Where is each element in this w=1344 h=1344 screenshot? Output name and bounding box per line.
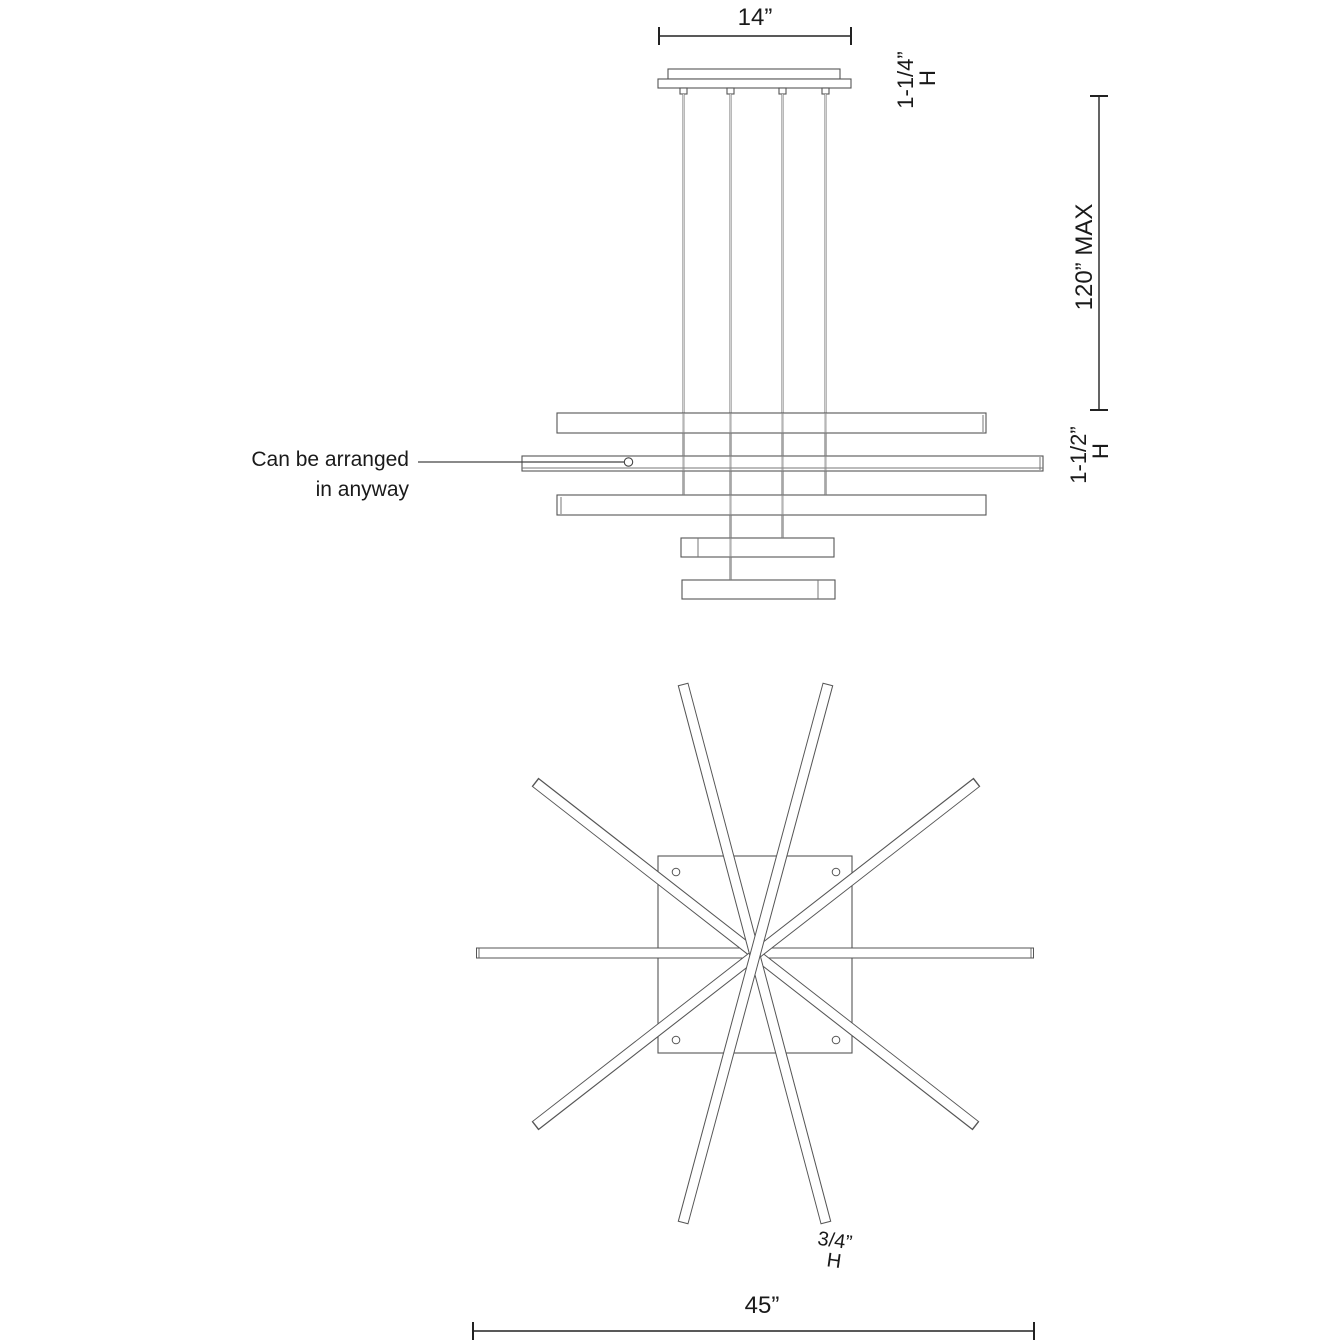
bar-depth-dimension xyxy=(813,1228,853,1274)
top-view xyxy=(473,684,1034,1340)
light-bars-side xyxy=(522,413,1043,599)
callout-text-line2: in anyway xyxy=(315,478,409,501)
bar-height-sub: H xyxy=(1088,443,1113,459)
overall-width-dimension xyxy=(473,1292,1034,1340)
bar-height-dimension xyxy=(1066,426,1113,483)
canopy-height-sub: H xyxy=(915,70,940,86)
canopy-width-label: 14” xyxy=(737,4,773,31)
drop-length-dimension xyxy=(1071,96,1108,410)
bar-depth-sub: H xyxy=(825,1249,843,1274)
light-bars-top xyxy=(476,684,1034,1223)
bar-5 xyxy=(682,580,835,599)
canopy-height-dimension xyxy=(893,51,940,108)
side-view xyxy=(251,4,1113,599)
callout-text-line1: Can be arranged xyxy=(251,448,409,471)
drop-length-label: 120” MAX xyxy=(1071,203,1098,311)
overall-width-label: 45” xyxy=(744,1292,780,1319)
canopy-width-dimension xyxy=(659,4,851,45)
bar-4 xyxy=(681,538,834,557)
canopy xyxy=(658,69,851,94)
bar-depth-label: 3/4” xyxy=(816,1227,854,1255)
bar-1 xyxy=(557,413,986,433)
bar-3 xyxy=(557,495,986,515)
bar-height-label: 1-1/2” xyxy=(1066,426,1091,484)
canopy-height-label: 1-1/4” xyxy=(893,51,918,109)
